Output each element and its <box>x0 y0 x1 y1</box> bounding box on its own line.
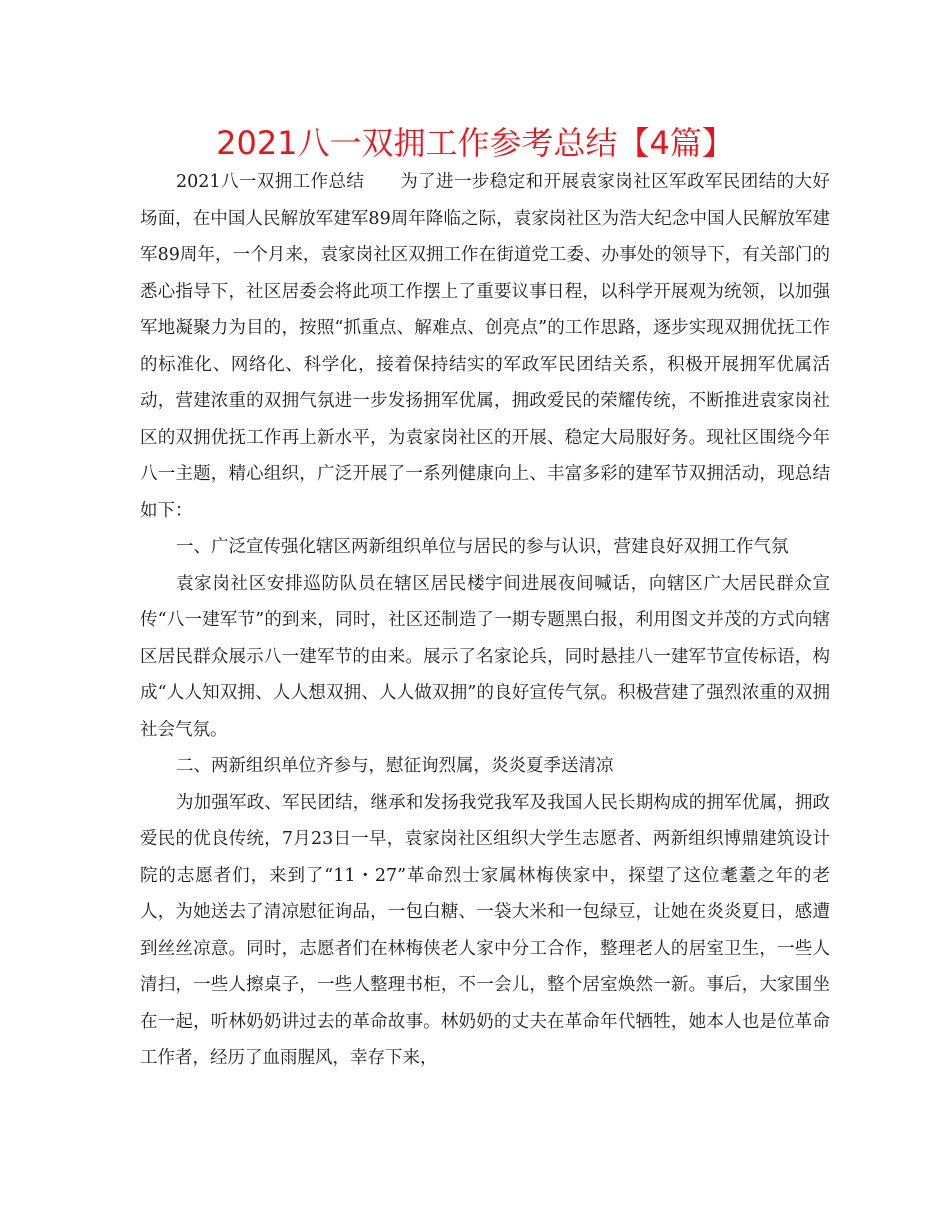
section-paragraph-2: 为加强军政、军民团结，继承和发扬我党我军及我国人民长期构成的拥军优属，拥政爱民的优良传统，7月23日一早，袁家岗社区组织大学生志愿者、两新组织博鼎建筑设计院的志愿者们，来到了“11・27”革命烈士家属林梅侠家中，探望了这位耄耋之年的老人，为她送去了清凉慰征询品，一包白糖、一袋大米和一包绿豆，让她在炎炎夏日，感遭到丝丝凉意。同时，志愿者们在林梅侠老人家中分工合作，整理老人的居室卫生，一些人清扫，一些人擦桌子，一些人整理书柜，不一会儿，整个居室焕然一新。事后，大家围坐在一起，听林奶奶讲过去的革命故事。林奶奶的丈夫在革命年代牺牲，她本人也是位革命工作者，经历了血雨腥风，幸存下来， <box>140 792 830 1068</box>
intro-paragraph: 2021八一双拥工作总结 为了进一步稳定和开展袁家岗社区军政军民团结的大好场面，在中国人民解放军建军89周年降临之际，袁家岗社区为浩大纪念中国人民解放军建军89周年，一个月来，袁家岗社区双拥工作在街道党工委、办事处的领导下，有关部门的悉心指导下，社区居委会将此项工作摆上了重要议事日程，以科学开展观为统领，以加强军地凝聚力为目的，按照“抓重点、解难点、创亮点”的工作思路，逐步实现双拥优抚工作的标准化、网络化、科学化，接着保持结实的军政军民团结关系，积极开展拥军优属活动，营建浓重的双拥气氛进一步发扬拥军优属，拥政爱民的荣耀传统，不断推进袁家岗社区的双拥优抚工作再上新水平，为袁家岗社区的开展、稳定大局服好务。现社区围绕今年八一主题，精心组织，广泛开展了一系列健康向上、丰富多彩的建军节双拥活动，现总结如下： <box>140 172 830 521</box>
section-heading-1: 一、广泛宣传强化辖区两新组织单位与居民的参与认识，营建良好双拥工作气氛 <box>176 537 789 557</box>
section-paragraph-1: 袁家岗社区安排巡防队员在辖区居民楼宇间进展夜间喊话，向辖区广大居民群众宣传“八一建军节”的到来，同时，社区还制造了一期专题黑白报，利用图文并茂的方式向辖区居民群众展示八一建军节的由来。展示了名家论兵，同时悬挂八一建军节宣传标语，构成“人人知双拥、人人想双拥、人人做双拥”的良好宣传气氛。积极营建了强烈浓重的双拥社会气氛。 <box>140 573 830 740</box>
document-body <box>140 164 830 1077</box>
section-heading-2: 二、两新组织单位齐参与，慰征询烈属，炎炎夏季送清凉 <box>176 756 614 776</box>
document-title: 2021八一双拥工作参考总结【4篇】 <box>216 124 734 162</box>
